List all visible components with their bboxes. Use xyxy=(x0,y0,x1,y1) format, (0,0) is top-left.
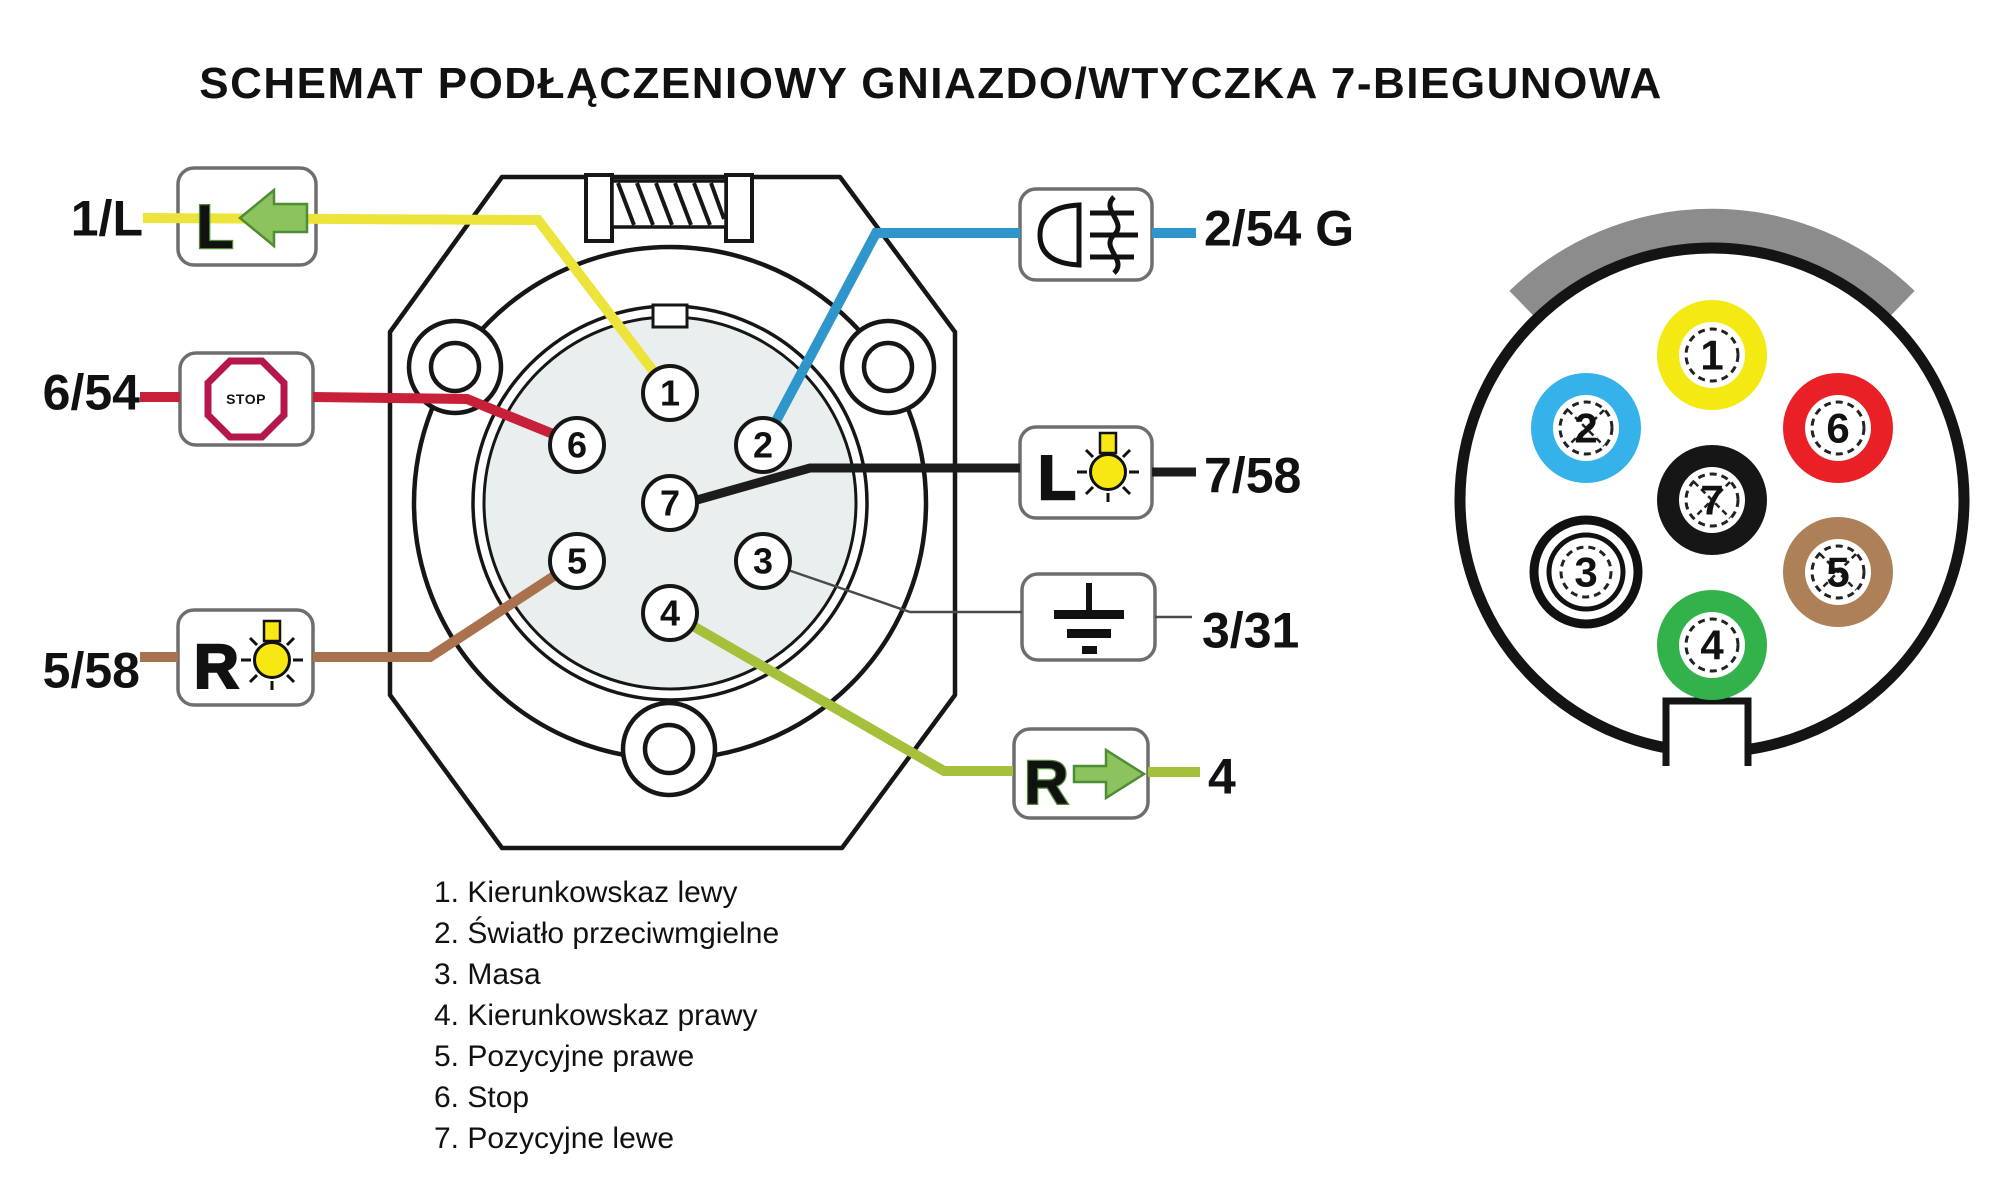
plug-pin-4-number: 4 xyxy=(1700,621,1724,669)
legend-item-3: 3. Masa xyxy=(434,958,541,991)
label-2-54G: 2/54 G xyxy=(1204,200,1355,257)
plug-pin-1-number: 1 xyxy=(1700,331,1724,379)
legend-item-5: 5. Pozycyjne prawe xyxy=(434,1040,695,1073)
label-5-58: 5/58 xyxy=(42,642,140,699)
label-4: 4 xyxy=(1208,748,1236,805)
legend-item-4: 4. Kierunkowskaz prawy xyxy=(434,999,758,1032)
socket-pin-4-number: 4 xyxy=(659,592,681,634)
plug-pin-5 xyxy=(1783,517,1893,627)
plug-pin-7 xyxy=(1657,445,1767,555)
fog-lamp-shape xyxy=(1040,205,1079,265)
socket-pin-4 xyxy=(643,586,697,640)
position-left-letter: L xyxy=(1038,444,1076,513)
plug-pin-6 xyxy=(1783,373,1893,483)
socket-pin-5-number: 5 xyxy=(566,540,588,582)
socket-pin-2-number: 2 xyxy=(752,424,774,466)
stop-sign-icon xyxy=(208,361,284,437)
label-1L: 1/L xyxy=(70,190,143,247)
plug-pin-1 xyxy=(1657,300,1767,410)
socket-pin-7-number: 7 xyxy=(659,482,681,524)
label-7-58: 7/58 xyxy=(1204,447,1302,504)
plug-pin-4 xyxy=(1657,590,1767,700)
socket-pin-1 xyxy=(643,366,697,420)
socket-pin-3-number: 3 xyxy=(752,540,774,582)
legend-item-1: 1. Kierunkowskaz lewy xyxy=(434,876,738,909)
stop-text: STOP xyxy=(226,390,266,407)
ear-top-left-hole xyxy=(431,343,479,391)
legend-item-7: 7. Pozycyjne lewe xyxy=(434,1122,675,1155)
plug-pin-5-number: 5 xyxy=(1826,548,1850,596)
socket-pin-2 xyxy=(736,418,790,472)
label-3-31: 3/31 xyxy=(1202,602,1300,659)
gland-left-bar xyxy=(586,175,612,241)
plug-pin-2 xyxy=(1531,373,1641,483)
plug-pin-6-number: 6 xyxy=(1826,404,1850,452)
socket-pin-7 xyxy=(643,476,697,530)
plug-pin-3-number: 3 xyxy=(1574,548,1598,596)
page-title: SCHEMAT PODŁĄCZENIOWY GNIAZDO/WTYCZKA 7-BIEGUNOWA xyxy=(199,59,1663,108)
plug-pin-7-number: 7 xyxy=(1700,476,1724,524)
socket-pin-6-number: 6 xyxy=(566,424,588,466)
plug-pin-3 xyxy=(1534,520,1638,624)
plug-pin-2-number: 2 xyxy=(1574,404,1598,452)
ear-top-right-hole xyxy=(864,343,912,391)
plug-drawing xyxy=(1460,230,1964,766)
position-right-letter: R xyxy=(194,633,239,702)
socket-pin-3 xyxy=(736,534,790,588)
label-6-54: 6/54 xyxy=(42,364,140,421)
left-turn-letter: L xyxy=(196,193,234,262)
socket-keyway-notch xyxy=(653,305,687,327)
legend-item-6: 6. Stop xyxy=(434,1081,530,1114)
legend xyxy=(434,876,779,1155)
plug-keyway-notch xyxy=(1666,701,1748,766)
socket-pin-5 xyxy=(550,534,604,588)
socket-pin-1-number: 1 xyxy=(659,372,681,414)
ear-bottom-hole xyxy=(645,725,693,773)
socket-pin-6 xyxy=(550,418,604,472)
legend-item-2: 2. Światło przeciwmgielne xyxy=(434,917,780,950)
right-turn-letter: R xyxy=(1024,749,1069,818)
gland-right-bar xyxy=(726,175,752,241)
